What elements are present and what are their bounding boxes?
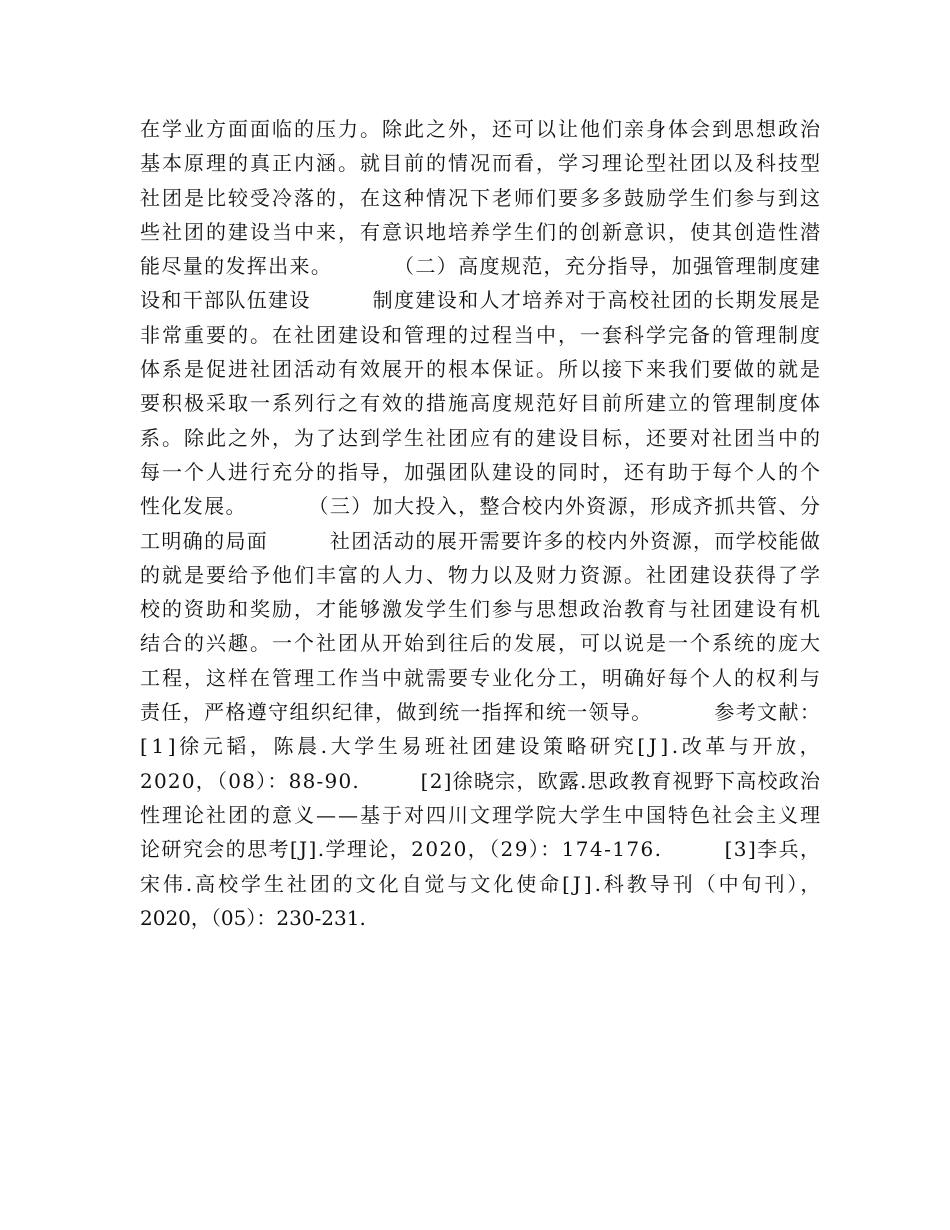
text-line-7: 非常重要的。在社团建设和管理的过程当中，一套科学完备的管理制度: [140, 322, 822, 347]
text-line-16: 结合的兴趣。一个社团从开始到往后的发展，可以说是一个系统的庞大: [140, 631, 822, 656]
text-line-9: 要积极采取一系列行之有效的措施高度规范好目前所建立的管理制度体: [140, 391, 822, 416]
text-line-14: 的就是要给予他们丰富的人力、物力以及财力资源。社团建设获得了学: [140, 562, 822, 587]
text-line-12: 性化发展。 （三）加大投入，整合校内外资源，形成齐抓共管、分: [140, 494, 822, 519]
text-line-6: 设和干部队伍建设 制度建设和人才培养对于高校社团的长期发展是: [140, 288, 822, 313]
text-line-13: 工明确的局面 社团活动的展开需要许多的校内外资源，而学校能做: [140, 528, 822, 553]
reference-line-2: 2020，（08）：88-90. [2]徐晓宗，欧露.思政教育视野下高校政治: [140, 768, 822, 793]
reference-line-4: 论研究会的思考[J].学理论，2020，（29）：174-176. [3]李兵，: [140, 837, 822, 862]
text-line-18: 责任，严格遵守组织纪律，做到统一指挥和统一领导。 参考文献：: [140, 700, 822, 725]
text-line-2: 基本原理的真正内涵。就目前的情况而看，学习理论型社团以及科技型: [140, 151, 822, 176]
text-line-1: 在学业方面面临的压力。除此之外，还可以让他们亲身体会到思想政治: [140, 117, 822, 141]
text-line-11: 每一个人进行充分的指导，加强团队建设的同时，还有助于每个人的个: [140, 459, 822, 484]
text-line-10: 系。除此之外，为了达到学生社团应有的建设目标，还要对社团当中的: [140, 425, 822, 450]
body-text: [140, 113, 824, 936]
text-line-5: 能尽量的发挥出来。 （二）高度规范，充分指导，加强管理制度建: [140, 254, 822, 279]
text-line-4: 些社团的建设当中来，有意识地培养学生们的创新意识，使其创造性潜: [140, 219, 822, 244]
text-line-17: 工程，这样在管理工作当中就需要专业化分工，明确好每个人的权利与: [140, 665, 822, 690]
text-line-8: 体系是促进社团活动有效展开的根本保证。所以接下来我们要做的就是: [140, 357, 822, 382]
reference-line-1: [1]徐元韬，陈晨.大学生易班社团建设策略研究[J].改革与开放，: [140, 734, 824, 759]
text-line-15: 校的资助和奖励，才能够激发学生们参与思想政治教育与社团建设有机: [140, 597, 822, 622]
reference-line-5: 宋伟.高校学生社团的文化自觉与文化使命[J].科教导刊（中旬刊），: [140, 871, 824, 896]
reference-line-6: 2020，（05）：230-231.: [140, 905, 366, 930]
text-line-3: 社团是比较受冷落的，在这种情况下老师们要多多鼓励学生们参与到这: [140, 185, 822, 210]
reference-line-3: 性理论社团的意义——基于对四川文理学院大学生中国特色社会主义理: [140, 802, 822, 827]
